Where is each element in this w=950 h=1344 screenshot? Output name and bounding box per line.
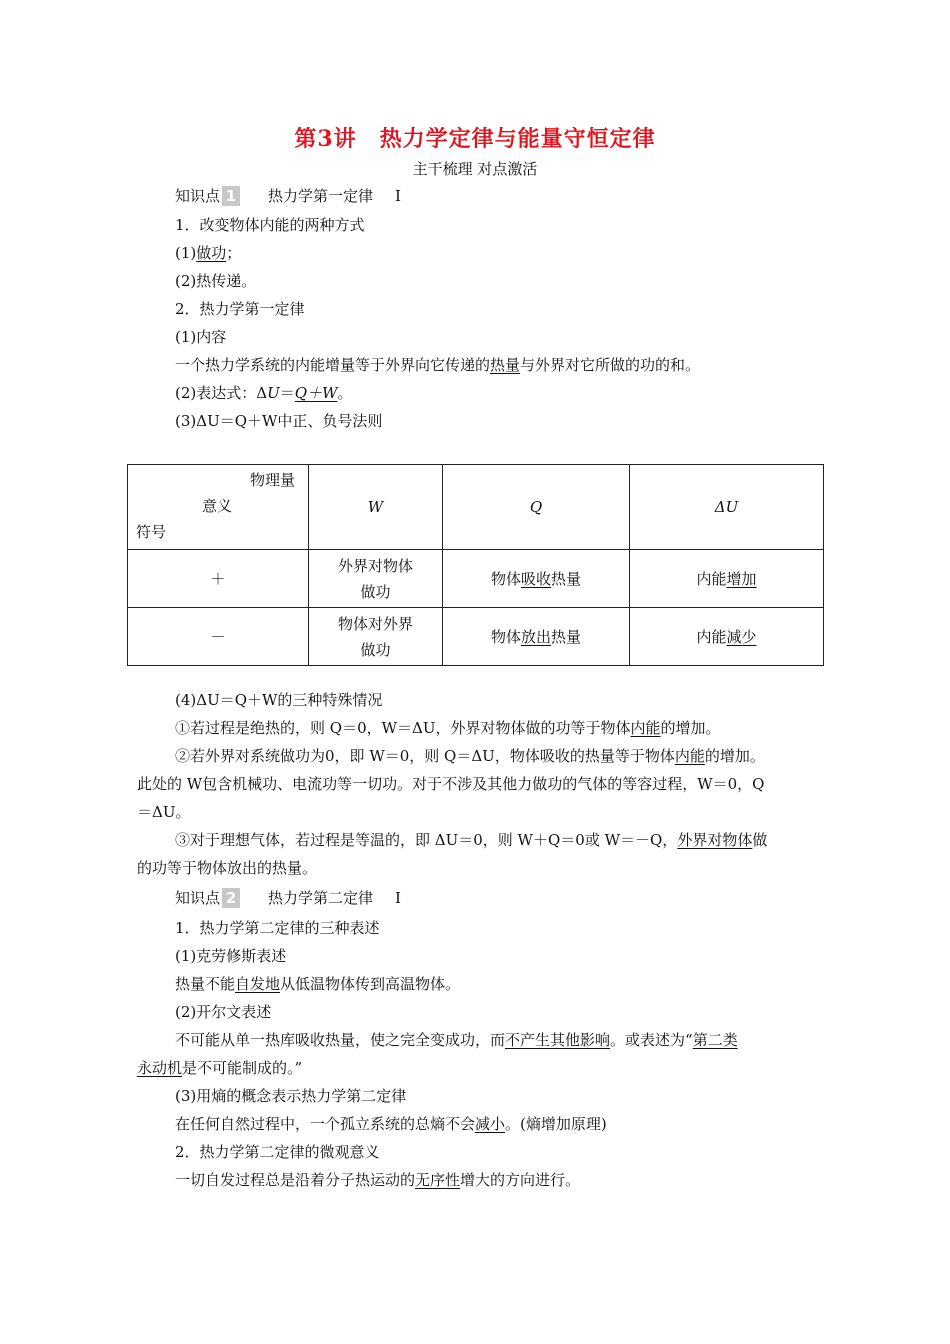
paragraph: ①若过程是绝热的，则 Q＝0，W＝ΔU，外界对物体做的功等于物体内能的增加。 — [175, 719, 721, 737]
underlined-answer: 内能 — [630, 719, 661, 737]
subsection-heading: (1)内容 — [175, 328, 227, 346]
knowledge-point-label: 知识点 — [175, 187, 221, 205]
table-header-q: Q — [443, 465, 630, 550]
section-heading: 2．热力学第一定律 — [175, 300, 305, 318]
underlined-answer: 第二类 — [692, 1031, 738, 1049]
paragraph: 热量不能自发地从低温物体传到高温物体。 — [175, 975, 461, 993]
knowledge-point-1-heading — [175, 186, 401, 206]
table-header-w: W — [309, 465, 443, 550]
subsection-heading: (2)开尔文表述 — [175, 1003, 272, 1021]
paragraph: 在任何自然过程中，一个孤立系统的总熵不会减小。(熵增加原理) — [175, 1115, 607, 1133]
table-cell: 内能减少 — [630, 608, 824, 666]
sign-cell: ＋ — [128, 550, 309, 608]
sign-cell: － — [128, 608, 309, 666]
paragraph: ③对于理想气体，若过程是等温的，即 ΔU＝0，则 W＋Q＝0或 W＝－Q，外界对物体做 — [175, 831, 768, 849]
underlined-answer: 永动机 — [137, 1059, 183, 1077]
knowledge-point-number-badge: 1 — [222, 186, 240, 206]
underlined-answer: Q＋W — [294, 384, 338, 402]
paragraph: ②若外界对系统做功为0，即 W＝0，则 Q＝ΔU，物体吸收的热量等于物体内能的增加。 — [175, 747, 765, 765]
table-row — [128, 608, 824, 666]
knowledge-point-level: Ⅰ — [395, 889, 401, 907]
knowledge-point-number-badge: 2 — [222, 888, 240, 908]
section-heading: 1．热力学第二定律的三种表述 — [175, 919, 380, 937]
table-cell: 物体对外界 做功 — [309, 608, 443, 666]
paragraph-continuation: 此处的 W包含机械功、电流功等一切功。对于不涉及其他力做功的气体的等容过程，W＝0，Q — [137, 775, 765, 793]
subsection-heading: (3)ΔU＝Q＋W中正、负号法则 — [175, 412, 383, 430]
underlined-answer: 自发地 — [235, 975, 281, 993]
underlined-answer: 做功 — [196, 244, 227, 262]
knowledge-point-title: 热力学第二定律 — [268, 889, 374, 907]
knowledge-point-title: 热力学第一定律 — [268, 187, 374, 205]
section-heading: 1．改变物体内能的两种方式 — [175, 216, 365, 234]
table-diagonal-header: 物理量 意义 符号 — [128, 465, 309, 550]
underlined-answer: 热量 — [490, 356, 521, 374]
formula-line: (2)表达式：ΔU＝Q＋W。 — [175, 384, 353, 402]
underlined-answer: 外界对物体 — [677, 831, 753, 849]
paragraph-continuation: 永动机是不可能制成的。” — [137, 1059, 303, 1077]
section-heading: 2．热力学第二定律的微观意义 — [175, 1143, 380, 1161]
method-item: (2)热传递。 — [175, 272, 257, 290]
table-cell: 内能增加 — [630, 550, 824, 608]
method-item: (1)做功； — [175, 244, 242, 262]
underlined-answer: 内能 — [674, 747, 705, 765]
table-cell: 物体放出热量 — [443, 608, 630, 666]
underlined-answer: 不产生其他影响 — [505, 1031, 611, 1049]
table-cell: 外界对物体 做功 — [309, 550, 443, 608]
paragraph-continuation: 的功等于物体放出的热量。 — [137, 859, 318, 877]
sign-convention-table — [127, 464, 824, 666]
paragraph: 一个热力学系统的内能增量等于外界向它传递的热量与外界对它所做的功的和。 — [175, 356, 701, 374]
subsection-heading: (3)用熵的概念表示热力学第二定律 — [175, 1087, 407, 1105]
paragraph: 一切自发过程总是沿着分子热运动的无序性增大的方向进行。 — [175, 1171, 581, 1189]
table-cell: 物体吸收热量 — [443, 550, 630, 608]
page-title: 第3讲 热力学定律与能量守恒定律 — [294, 126, 656, 152]
knowledge-point-label: 知识点 — [175, 889, 221, 907]
table-header-du: ΔU — [630, 465, 824, 550]
knowledge-point-level: Ⅰ — [395, 187, 401, 205]
subsection-heading: (1)克劳修斯表述 — [175, 947, 287, 965]
paragraph: 不可能从单一热库吸收热量，使之完全变成功，而不产生其他影响。或表述为“第二类 — [175, 1031, 738, 1049]
paragraph-continuation: ＝ΔU。 — [137, 803, 191, 821]
page-subtitle: 主干梳理 对点激活 — [412, 160, 538, 178]
underlined-answer: 减小 — [475, 1115, 506, 1133]
knowledge-point-2-heading — [175, 888, 401, 908]
underlined-answer: 无序性 — [415, 1171, 461, 1189]
table-row — [128, 550, 824, 608]
subsection-heading: (4)ΔU＝Q＋W的三种特殊情况 — [175, 691, 383, 709]
